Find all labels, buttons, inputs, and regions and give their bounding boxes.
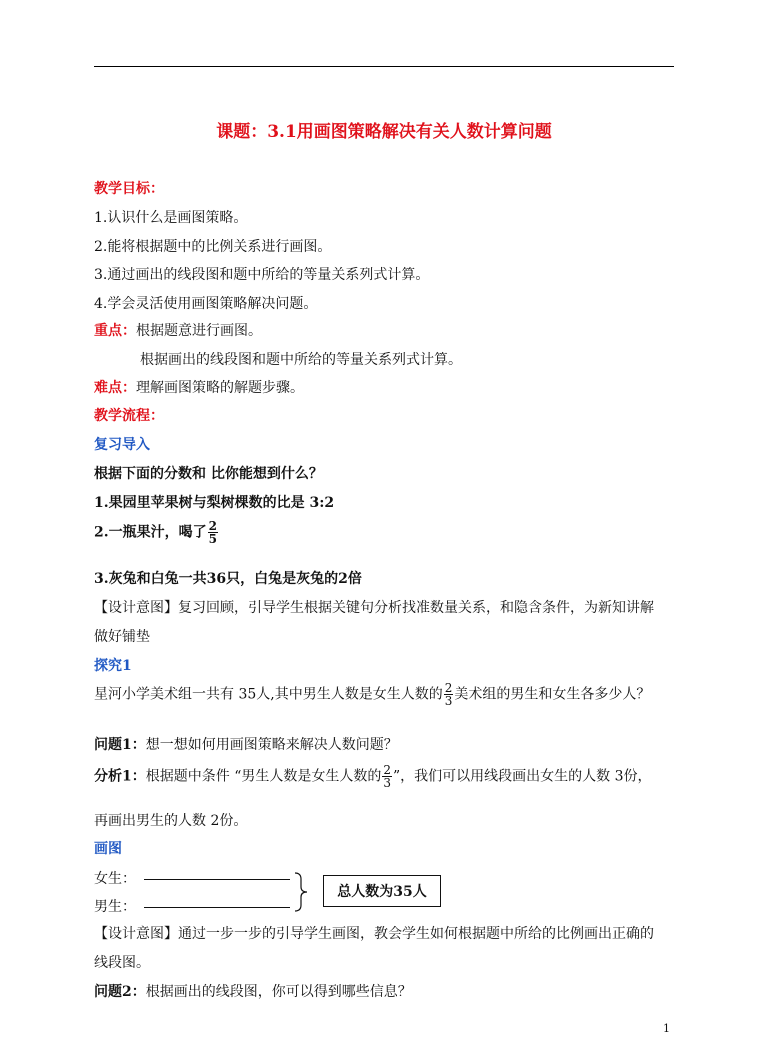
review-heading: 复习导入 xyxy=(94,437,150,453)
design-intent-2b: 线段图。 xyxy=(94,955,150,971)
question-2-text: 根据画出的线段图，你可以得到哪些信息？ xyxy=(145,984,412,1000)
draw-heading: 画图 xyxy=(94,841,122,857)
key-point-label: 重点： xyxy=(94,323,136,339)
review-item-text: 2.一瓶果汁，喝了 xyxy=(94,524,207,541)
fraction-numerator: 2 xyxy=(383,763,391,777)
analysis-1 xyxy=(94,764,652,789)
fraction xyxy=(208,520,218,545)
question-1-label: 问题1： xyxy=(94,737,146,753)
fraction xyxy=(444,682,454,707)
problem-text-a: 星河小学美术组一共有 35人,其中男生人数是女生人数的 xyxy=(94,686,443,703)
objective-item: 2.能将根据题中的比例关系进行画图。 xyxy=(94,239,332,255)
girls-segment xyxy=(144,879,290,880)
key-point-text: 根据题意进行画图。 xyxy=(136,323,262,339)
difficulty-line xyxy=(94,377,304,397)
objective-item: 4.学会灵活使用画图策略解决问题。 xyxy=(94,296,318,312)
page-title: 课题：3.1用画图策略解决有关人数计算问题 xyxy=(216,122,552,142)
explore-heading: 探究1 xyxy=(94,658,132,674)
objective-item: 1.认识什么是画图策略。 xyxy=(94,210,248,226)
girls-row xyxy=(94,868,290,888)
key-point-line xyxy=(94,320,262,340)
total-box: 总人数为35人 xyxy=(323,875,441,907)
difficulty-label: 难点： xyxy=(94,380,136,396)
fraction xyxy=(382,764,392,789)
fraction-denominator: 3 xyxy=(444,694,453,708)
fraction-numerator: 2 xyxy=(444,681,453,695)
problem-statement xyxy=(94,682,650,707)
question-1 xyxy=(94,734,398,754)
review-item: 1.果园里苹果树与梨树棵数的比是 3:2 xyxy=(94,495,335,511)
boys-label: 男生： xyxy=(94,899,136,915)
problem-text-b: 美术组的男生和女生各多少人？ xyxy=(454,686,651,703)
key-point-text-2: 根据画出的线段图和题中所给的等量关系列式计算。 xyxy=(140,352,462,368)
objective-item: 3.通过画出的线段图和题中所给的等量关系列式计算。 xyxy=(94,267,430,283)
review-item xyxy=(94,520,219,545)
review-question: 根据下面的分数和 比你能想到什么？ xyxy=(94,466,323,482)
review-item: 3.灰兔和白兔一共36只，白兔是灰兔的2倍 xyxy=(94,571,362,587)
analysis-text-b: ”，我们可以用线段画出女生的人数 3份， xyxy=(393,768,652,785)
fraction-denominator: 5 xyxy=(208,532,217,546)
objectives-heading: 教学目标： xyxy=(94,181,164,197)
difficulty-text: 理解画图策略的解题步骤。 xyxy=(136,380,304,396)
analysis-text-c: 再画出男生的人数 2份。 xyxy=(94,813,248,829)
flow-heading: 教学流程： xyxy=(94,408,164,424)
page-number: 1 xyxy=(663,1022,670,1035)
question-2-label: 问题2： xyxy=(94,984,146,1000)
fraction-numerator: 2 xyxy=(208,519,217,533)
girls-label: 女生： xyxy=(94,871,136,887)
question-1-text: 想一想如何用画图策略来解决人数问题？ xyxy=(145,737,398,753)
design-intent-1b: 做好铺垫 xyxy=(94,629,150,645)
design-intent-2a: 【设计意图】通过一步一步的引导学生画图，教会学生如何根据题中所给的比例画出正确的 xyxy=(94,926,654,942)
fraction-denominator: 3 xyxy=(383,776,391,790)
analysis-text-a: 根据题中条件 “男生人数是女生人数的 xyxy=(145,768,382,785)
design-intent-1a: 【设计意图】复习回顾，引导学生根据关键句分析找准数量关系，和隐含条件，为新知讲解 xyxy=(94,600,654,616)
right-brace-icon xyxy=(294,872,308,912)
boys-segment xyxy=(144,907,290,908)
boys-row xyxy=(94,896,290,916)
header-rule xyxy=(94,66,674,67)
question-2 xyxy=(94,981,412,1001)
analysis-label: 分析1： xyxy=(94,768,146,785)
